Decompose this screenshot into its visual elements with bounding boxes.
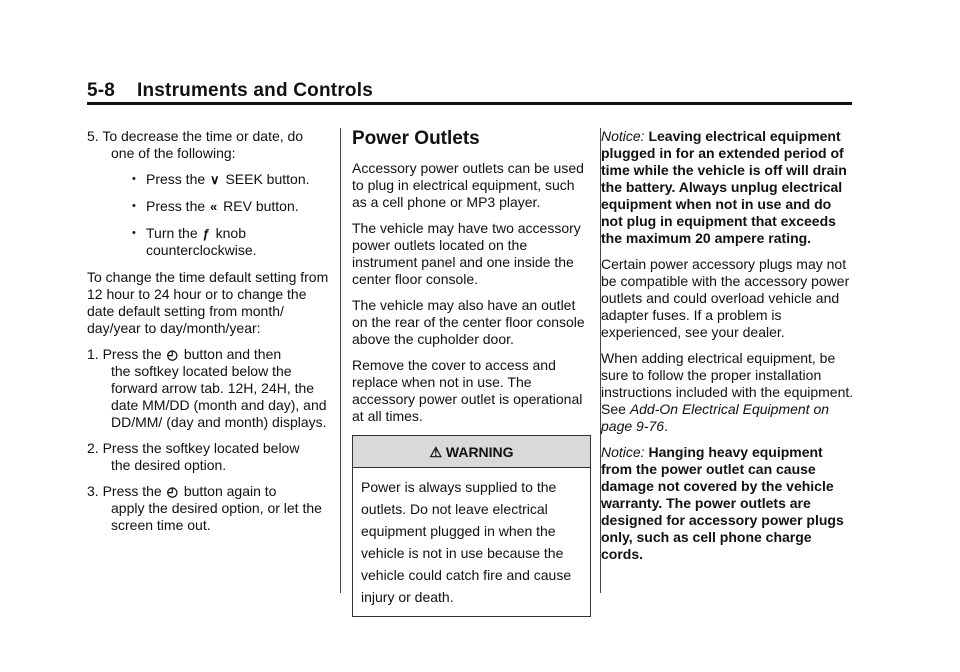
bullet-rev <box>87 198 332 215</box>
step-text: the desired option. <box>111 457 227 473</box>
bullet-seek <box>87 171 332 188</box>
step-text: the softkey located below the forward arrow tab. 12H, 24H, the date MM/DD (month and day), and DD/MM/ (day and month) displays. <box>111 363 327 430</box>
step-text: 3. Press the <box>87 483 162 499</box>
bullet-dot: • <box>132 227 136 239</box>
bullet-dot: • <box>132 200 136 212</box>
step-5-line1: 5. To decrease the time or date, do <box>87 128 304 144</box>
bullet-text: Turn the <box>146 225 198 241</box>
step-1 <box>87 346 332 431</box>
paragraph-text: When adding electrical equipment, be sure to follow the proper installation instructions included with the equipment. See <box>601 350 854 417</box>
column-divider-1 <box>340 128 341 593</box>
column-1 <box>87 128 332 543</box>
paragraph: Remove the cover to access and replace when not in use. The accessory power outlet is operational at all times. <box>352 357 583 424</box>
step-text: 2. Press the softkey located below <box>87 440 300 456</box>
seek-icon: ∨ <box>210 172 220 187</box>
paragraph: Certain power accessory plugs may not be compatible with the accessory power outlets and could overload vehicle and adapter fuses. If a problem is experienced, see your dealer. <box>601 256 850 340</box>
tune-knob-icon: ƒ <box>202 226 210 241</box>
clock-icon: ◴ <box>166 347 178 362</box>
column-3 <box>601 128 856 572</box>
notice-2 <box>601 444 856 563</box>
paragraph: The vehicle may have two accessory power outlets located on the instrument panel and one inside the center floor console. <box>352 220 581 287</box>
notice-label: Notice: <box>601 444 645 460</box>
step-5 <box>87 128 332 162</box>
bullet-text: SEEK button. <box>225 171 310 187</box>
rev-icon: « <box>210 199 218 214</box>
step-3 <box>87 483 332 534</box>
step-text: button again to <box>183 483 277 499</box>
page-header <box>87 80 852 102</box>
paragraph-text: . <box>664 418 668 434</box>
cross-reference-link[interactable]: Add-On Electrical Equipment on page 9-76 <box>601 401 830 434</box>
warning-title: WARNING <box>445 444 514 460</box>
warning-body: Power is always supplied to the outlets. Do not leave electrical equipment plugged in when the vehicle is not in use because the vehicle could catch fire and cause injury or death. <box>361 479 572 605</box>
warning-box <box>352 435 591 617</box>
page-number: 5-8 <box>87 80 116 101</box>
bullet-text: REV button. <box>223 198 299 214</box>
default-setting-paragraph: To change the time default setting from 12 hour to 24 hour or to change the date default setting from month/ day/year to day/month/year: <box>87 269 329 336</box>
paragraph: Accessory power outlets can be used to plug in electrical equipment, such as a cell phone or MP3 player. <box>352 160 584 210</box>
bullet-dot: • <box>132 173 136 185</box>
page-title <box>87 80 852 102</box>
paragraph-with-reference <box>601 350 856 435</box>
bullet-text: knob <box>215 225 246 241</box>
notice-label: Notice: <box>601 128 645 144</box>
paragraph: The vehicle may also have an outlet on the rear of the center floor console above the cupholder door. <box>352 297 585 347</box>
bullet-text: Press the <box>146 171 206 187</box>
step-5-line2: one of the following: <box>111 145 236 161</box>
header-rule <box>87 102 852 105</box>
step-text: button and then <box>183 346 282 362</box>
notice-text: Leaving electrical equipment plugged in for an extended period of time while the vehicle is off will drain the battery. Always unplug electrical equipment when not in use and do not plug in equipment that exceeds the maximum 20 ampere rating. <box>601 128 847 246</box>
notice-text: Hanging heavy equipment from the power outlet can cause damage not covered by the vehicle warranty. The power outlets are designed for accessory power plugs only, such as cell phone charge cords. <box>601 444 844 562</box>
column-2 <box>352 128 592 617</box>
bullet-text: counterclockwise. <box>146 242 257 258</box>
warning-header <box>353 436 590 468</box>
notice-1 <box>601 128 856 247</box>
bullet-knob <box>87 225 332 259</box>
step-text: apply the desired option, or let the screen time out. <box>111 500 322 533</box>
chapter-title: Instruments and Controls <box>136 80 373 101</box>
step-2 <box>87 440 332 474</box>
warning-icon: ⚠ <box>429 444 442 460</box>
section-title: Power Outlets <box>352 128 480 149</box>
step-text: 1. Press the <box>87 346 162 362</box>
bullet-text: Press the <box>146 198 206 214</box>
clock-icon: ◴ <box>166 484 178 499</box>
